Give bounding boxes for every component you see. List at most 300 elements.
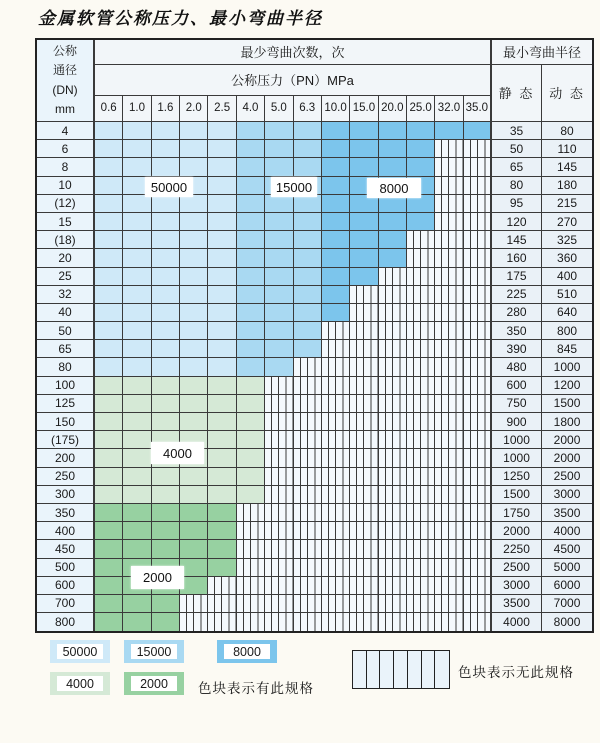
spec-cell <box>123 286 151 304</box>
spec-cell <box>237 358 265 376</box>
no-spec-cell <box>350 322 378 340</box>
no-spec-cell <box>265 522 293 540</box>
no-spec-cell <box>379 340 407 358</box>
no-spec-cell <box>294 504 322 522</box>
dn-cell: 250 <box>37 468 95 486</box>
header-dn-line3: (DN) <box>52 82 78 97</box>
no-spec-cell <box>464 322 492 340</box>
no-spec-cell <box>265 559 293 577</box>
no-spec-cell <box>350 468 378 486</box>
no-spec-cell <box>379 540 407 558</box>
spec-cell <box>95 286 123 304</box>
spec-cell <box>265 268 293 286</box>
spec-cell <box>265 140 293 158</box>
spec-cell <box>208 177 236 195</box>
no-spec-cell <box>265 413 293 431</box>
spec-cell <box>152 540 180 558</box>
no-spec-cell <box>464 231 492 249</box>
spec-cell <box>95 595 123 613</box>
spec-cell <box>237 431 265 449</box>
spec-cell <box>180 413 208 431</box>
pressure-tick: 5.0 <box>265 96 293 122</box>
spec-cell <box>152 486 180 504</box>
spec-cell <box>208 413 236 431</box>
spec-cell <box>350 158 378 176</box>
spec-cell <box>123 595 151 613</box>
spec-cell <box>123 449 151 467</box>
dn-cell: 25 <box>37 268 95 286</box>
header-bend-cycles: 最少弯曲次数，次 <box>95 40 492 65</box>
no-spec-cell <box>379 304 407 322</box>
zone-label-2000: 2000 <box>131 566 184 589</box>
spec-cell <box>265 286 293 304</box>
dynamic-value-cell: 80 <box>542 122 592 140</box>
spec-cell <box>237 177 265 195</box>
spec-cell <box>350 213 378 231</box>
no-spec-cell <box>435 304 463 322</box>
spec-cell <box>237 158 265 176</box>
no-spec-cell <box>237 540 265 558</box>
no-spec-cell <box>435 595 463 613</box>
no-spec-cell <box>435 231 463 249</box>
spec-cell <box>152 595 180 613</box>
pressure-tick: 0.6 <box>95 96 123 122</box>
spec-cell <box>237 231 265 249</box>
spec-cell <box>152 340 180 358</box>
dynamic-value-cell: 1800 <box>542 413 592 431</box>
spec-cell <box>294 249 322 267</box>
no-spec-cell <box>265 595 293 613</box>
spec-cell <box>208 231 236 249</box>
spec-cell <box>208 395 236 413</box>
no-spec-cell <box>464 177 492 195</box>
dynamic-value-cell: 180 <box>542 177 592 195</box>
dn-cell: (175) <box>37 431 95 449</box>
no-spec-cell <box>350 486 378 504</box>
page-title: 金属软管公称压力、最小弯曲半径 <box>38 9 323 28</box>
spec-cell <box>123 231 151 249</box>
spec-cell <box>435 122 463 140</box>
static-value-cell: 80 <box>492 177 542 195</box>
dynamic-value-cell: 640 <box>542 304 592 322</box>
no-spec-cell <box>350 577 378 595</box>
spec-cell <box>152 358 180 376</box>
spec-cell <box>123 304 151 322</box>
dynamic-value-cell: 2000 <box>542 431 592 449</box>
spec-cell <box>407 158 435 176</box>
legend-swatch-15000 <box>124 640 184 663</box>
no-spec-cell <box>379 449 407 467</box>
spec-cell <box>294 231 322 249</box>
spec-cell <box>180 213 208 231</box>
static-value-cell: 175 <box>492 268 542 286</box>
zone-label-15000: 15000 <box>271 177 317 197</box>
spec-cell <box>180 358 208 376</box>
no-spec-cell <box>379 486 407 504</box>
spec-cell <box>322 231 350 249</box>
no-spec-cell <box>435 249 463 267</box>
spec-cell <box>152 268 180 286</box>
no-spec-cell <box>294 577 322 595</box>
header-static: 静 态 <box>492 65 542 122</box>
spec-cell <box>208 540 236 558</box>
no-spec-cell <box>294 377 322 395</box>
no-spec-cell <box>435 540 463 558</box>
spec-cell <box>265 213 293 231</box>
dn-cell: 350 <box>37 504 95 522</box>
no-spec-cell <box>322 358 350 376</box>
spec-cell <box>95 431 123 449</box>
no-spec-cell <box>435 177 463 195</box>
no-spec-cell <box>350 595 378 613</box>
no-spec-cell <box>237 522 265 540</box>
spec-cell <box>379 140 407 158</box>
no-spec-cell <box>435 559 463 577</box>
no-spec-cell <box>379 577 407 595</box>
dynamic-value-cell: 800 <box>542 322 592 340</box>
dn-cell: 200 <box>37 449 95 467</box>
spec-cell <box>152 395 180 413</box>
spec-cell <box>294 213 322 231</box>
spec-cell <box>95 358 123 376</box>
no-spec-cell <box>435 395 463 413</box>
legend-swatch-8000-value: 8000 <box>224 644 270 659</box>
no-spec-cell <box>464 577 492 595</box>
spec-cell <box>180 286 208 304</box>
spec-cell <box>208 322 236 340</box>
no-spec-cell <box>379 468 407 486</box>
spec-cell <box>265 340 293 358</box>
no-spec-cell <box>294 613 322 631</box>
dynamic-value-cell: 5000 <box>542 559 592 577</box>
spec-cell <box>123 322 151 340</box>
spec-cell <box>350 231 378 249</box>
spec-cell <box>208 158 236 176</box>
spec-cell <box>180 140 208 158</box>
static-value-cell: 1500 <box>492 486 542 504</box>
spec-cell <box>379 122 407 140</box>
no-spec-cell <box>322 522 350 540</box>
no-spec-cell <box>435 504 463 522</box>
spec-cell <box>152 522 180 540</box>
header-dn-line2: 通径 <box>52 63 77 78</box>
no-spec-cell <box>379 322 407 340</box>
dn-cell: 800 <box>37 613 95 631</box>
spec-cell <box>95 340 123 358</box>
no-spec-cell <box>464 613 492 631</box>
spec-cell <box>152 322 180 340</box>
no-spec-cell <box>379 268 407 286</box>
pressure-tick: 20.0 <box>379 96 407 122</box>
spec-cell <box>237 213 265 231</box>
legend-no-spec-text: 色块表示无此规格 <box>458 665 574 680</box>
no-spec-cell <box>237 504 265 522</box>
spec-cell <box>350 268 378 286</box>
no-spec-cell <box>322 613 350 631</box>
no-spec-cell <box>464 286 492 304</box>
no-spec-cell <box>350 431 378 449</box>
dn-cell: (12) <box>37 195 95 213</box>
spec-cell <box>123 395 151 413</box>
no-spec-cell <box>322 559 350 577</box>
no-spec-cell <box>407 486 435 504</box>
spec-cell <box>208 340 236 358</box>
no-spec-cell <box>294 559 322 577</box>
spec-cell <box>180 577 208 595</box>
no-spec-cell <box>407 340 435 358</box>
spec-cell <box>123 158 151 176</box>
spec-cell <box>123 377 151 395</box>
no-spec-cell <box>435 140 463 158</box>
no-spec-cell <box>322 395 350 413</box>
spec-cell <box>152 304 180 322</box>
spec-cell <box>237 486 265 504</box>
no-spec-cell <box>464 540 492 558</box>
header-nominal-pressure: 公称压力（PN）MPa <box>95 65 492 96</box>
no-spec-cell <box>407 413 435 431</box>
dn-cell: 300 <box>37 486 95 504</box>
header-dynamic: 动 态 <box>542 65 592 122</box>
no-spec-cell <box>464 340 492 358</box>
spec-cell <box>237 413 265 431</box>
spec-cell <box>208 213 236 231</box>
header-bend-radius: 最小弯曲半径 <box>492 40 592 65</box>
legend-swatch-2000-value: 2000 <box>131 676 177 691</box>
no-spec-cell <box>237 577 265 595</box>
no-spec-cell <box>294 522 322 540</box>
spec-cell <box>208 504 236 522</box>
spec-cell <box>407 140 435 158</box>
no-spec-cell <box>322 468 350 486</box>
spec-cell <box>95 140 123 158</box>
spec-cell <box>152 140 180 158</box>
spec-cell <box>180 158 208 176</box>
no-spec-cell <box>435 577 463 595</box>
no-spec-cell <box>407 249 435 267</box>
legend-no-spec-swatch <box>352 650 450 689</box>
spec-cell <box>379 213 407 231</box>
spec-cell <box>95 322 123 340</box>
dynamic-value-cell: 400 <box>542 268 592 286</box>
spec-cell <box>407 122 435 140</box>
no-spec-cell <box>464 140 492 158</box>
static-value-cell: 600 <box>492 377 542 395</box>
spec-cell <box>294 268 322 286</box>
no-spec-cell <box>294 413 322 431</box>
static-value-cell: 2000 <box>492 522 542 540</box>
no-spec-cell <box>464 431 492 449</box>
no-spec-cell <box>464 395 492 413</box>
pressure-tick: 4.0 <box>237 96 265 122</box>
spec-cell <box>265 304 293 322</box>
spec-cell <box>180 468 208 486</box>
spec-cell <box>294 122 322 140</box>
dynamic-value-cell: 2000 <box>542 449 592 467</box>
spec-cell <box>208 377 236 395</box>
spec-cell <box>208 195 236 213</box>
spec-cell <box>95 559 123 577</box>
spec-cell <box>265 195 293 213</box>
spec-cell <box>208 358 236 376</box>
no-spec-cell <box>435 431 463 449</box>
no-spec-cell <box>322 486 350 504</box>
dynamic-value-cell: 270 <box>542 213 592 231</box>
legend-swatch-4000-value: 4000 <box>57 676 103 691</box>
no-spec-cell <box>350 540 378 558</box>
dynamic-value-cell: 360 <box>542 249 592 267</box>
spec-cell <box>123 340 151 358</box>
dynamic-value-cell: 1000 <box>542 358 592 376</box>
pressure-tick: 1.0 <box>123 96 151 122</box>
no-spec-cell <box>350 613 378 631</box>
no-spec-cell <box>407 268 435 286</box>
dn-cell: 50 <box>37 322 95 340</box>
no-spec-cell <box>464 486 492 504</box>
no-spec-cell <box>265 613 293 631</box>
no-spec-cell <box>237 559 265 577</box>
no-spec-cell <box>407 358 435 376</box>
spec-cell <box>152 504 180 522</box>
spec-cell <box>237 286 265 304</box>
spec-cell <box>379 249 407 267</box>
no-spec-cell <box>464 304 492 322</box>
no-spec-cell <box>435 468 463 486</box>
dn-cell: 450 <box>37 540 95 558</box>
spec-cell <box>95 613 123 631</box>
spec-cell <box>208 559 236 577</box>
static-value-cell: 2500 <box>492 559 542 577</box>
spec-cell <box>123 431 151 449</box>
spec-cell <box>237 395 265 413</box>
no-spec-cell <box>350 358 378 376</box>
no-spec-cell <box>407 322 435 340</box>
no-spec-cell <box>407 595 435 613</box>
pressure-bend-table <box>35 38 594 633</box>
legend <box>0 636 600 743</box>
spec-cell <box>294 304 322 322</box>
spec-cell <box>123 486 151 504</box>
static-value-cell: 225 <box>492 286 542 304</box>
no-spec-cell <box>435 413 463 431</box>
spec-cell <box>152 249 180 267</box>
no-spec-cell <box>407 613 435 631</box>
dynamic-value-cell: 6000 <box>542 577 592 595</box>
no-spec-cell <box>407 468 435 486</box>
spec-cell <box>95 122 123 140</box>
no-spec-cell <box>208 613 236 631</box>
legend-swatch-15000-value: 15000 <box>131 644 177 659</box>
no-spec-cell <box>435 340 463 358</box>
spec-cell <box>322 304 350 322</box>
no-spec-cell <box>237 595 265 613</box>
no-spec-cell <box>322 377 350 395</box>
no-spec-cell <box>435 158 463 176</box>
spec-cell <box>95 177 123 195</box>
pressure-tick: 6.3 <box>294 96 322 122</box>
static-value-cell: 95 <box>492 195 542 213</box>
spec-cell <box>322 249 350 267</box>
no-spec-cell <box>294 431 322 449</box>
dn-cell: 150 <box>37 413 95 431</box>
no-spec-cell <box>379 595 407 613</box>
no-spec-cell <box>265 577 293 595</box>
spec-cell <box>95 413 123 431</box>
no-spec-cell <box>265 468 293 486</box>
dynamic-value-cell: 215 <box>542 195 592 213</box>
no-spec-cell <box>379 559 407 577</box>
no-spec-cell <box>407 540 435 558</box>
no-spec-cell <box>435 522 463 540</box>
no-spec-cell <box>435 486 463 504</box>
no-spec-cell <box>180 595 208 613</box>
spec-cell <box>123 268 151 286</box>
no-spec-cell <box>464 195 492 213</box>
no-spec-cell <box>464 559 492 577</box>
dn-cell: 80 <box>37 358 95 376</box>
no-spec-cell <box>180 613 208 631</box>
spec-cell <box>322 195 350 213</box>
spec-cell <box>95 522 123 540</box>
spec-cell <box>294 340 322 358</box>
zone-label-50000: 50000 <box>145 177 193 197</box>
spec-cell <box>123 540 151 558</box>
spec-cell <box>208 140 236 158</box>
static-value-cell: 35 <box>492 122 542 140</box>
spec-cell <box>95 395 123 413</box>
spec-cell <box>208 522 236 540</box>
spec-cell <box>208 486 236 504</box>
no-spec-cell <box>265 486 293 504</box>
static-value-cell: 3000 <box>492 577 542 595</box>
spec-cell <box>322 177 350 195</box>
no-spec-cell <box>464 158 492 176</box>
spec-cell <box>237 468 265 486</box>
spec-cell <box>95 195 123 213</box>
dynamic-value-cell: 7000 <box>542 595 592 613</box>
no-spec-cell <box>407 304 435 322</box>
pressure-tick: 2.0 <box>180 96 208 122</box>
legend-swatch-8000 <box>217 640 277 663</box>
no-spec-cell <box>464 522 492 540</box>
dynamic-value-cell: 845 <box>542 340 592 358</box>
legend-has-spec-text: 色块表示有此规格 <box>198 681 314 696</box>
no-spec-cell <box>407 504 435 522</box>
no-spec-cell <box>350 377 378 395</box>
no-spec-cell <box>435 377 463 395</box>
spec-cell <box>123 140 151 158</box>
spec-cell <box>265 122 293 140</box>
no-spec-cell <box>464 268 492 286</box>
spec-cell <box>265 231 293 249</box>
static-value-cell: 390 <box>492 340 542 358</box>
no-spec-cell <box>350 395 378 413</box>
dn-cell: 65 <box>37 340 95 358</box>
dn-cell: 700 <box>37 595 95 613</box>
no-spec-cell <box>464 249 492 267</box>
static-value-cell: 1000 <box>492 431 542 449</box>
spec-cell <box>208 268 236 286</box>
spec-cell <box>322 213 350 231</box>
header-dn-line1: 公称 <box>52 44 77 59</box>
spec-cell <box>294 158 322 176</box>
legend-swatch-2000 <box>124 672 184 695</box>
pressure-tick: 32.0 <box>435 96 463 122</box>
static-value-cell: 750 <box>492 395 542 413</box>
dynamic-value-cell: 2500 <box>542 468 592 486</box>
no-spec-cell <box>435 358 463 376</box>
static-value-cell: 160 <box>492 249 542 267</box>
pressure-tick: 1.6 <box>152 96 180 122</box>
